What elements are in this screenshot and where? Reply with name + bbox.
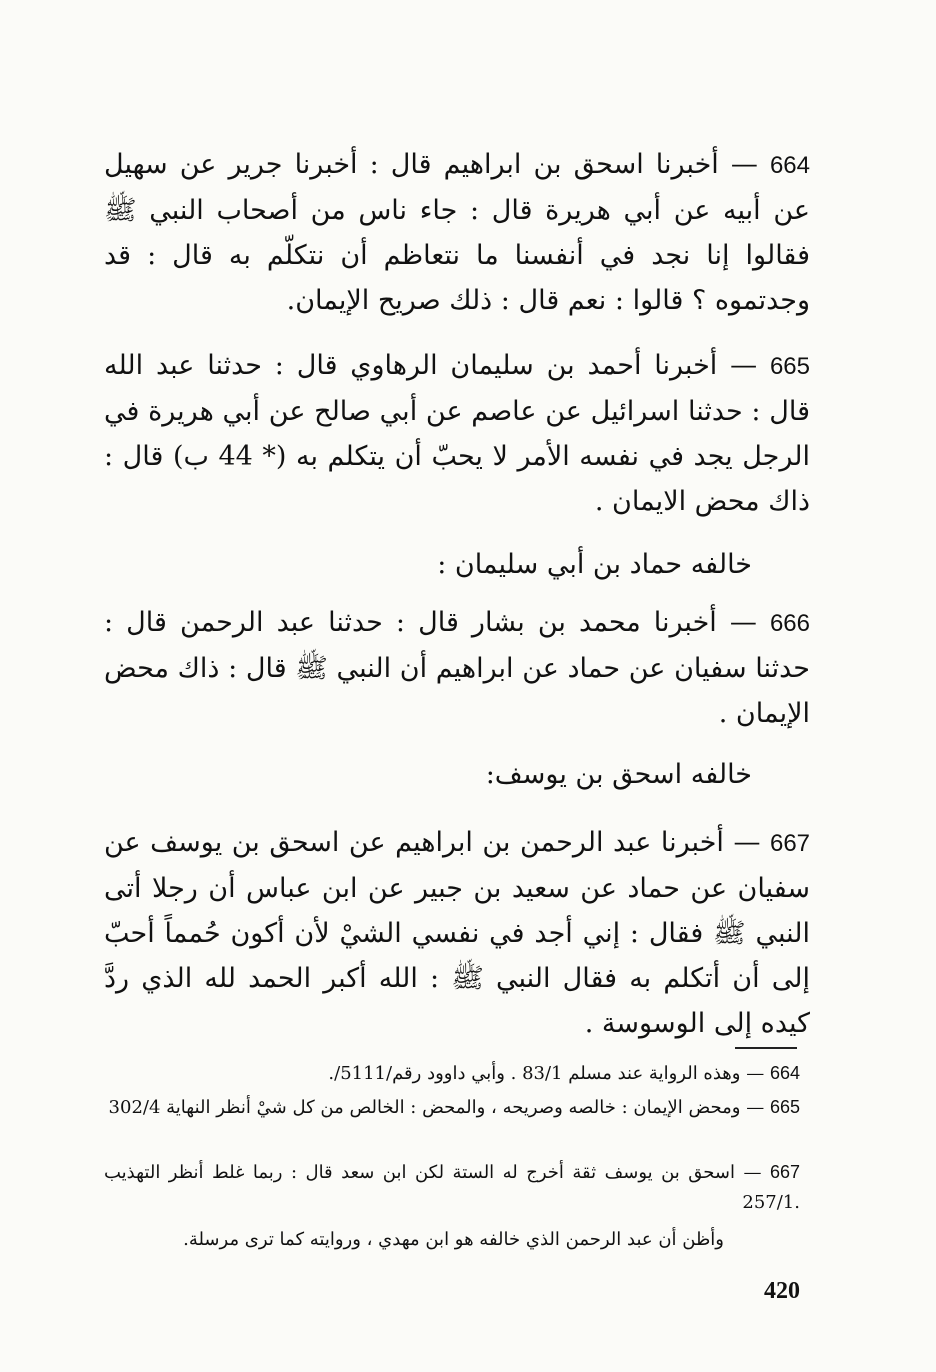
footnote-dash: — [746,1097,765,1118]
footnote-667 [104,1157,800,1218]
hadith-666 [104,600,810,736]
hadith-number: 665 [769,353,810,380]
footnote-dash: — [743,1162,762,1183]
hadith-667 [104,820,810,1046]
footnote-665 [104,1092,800,1123]
hadith-text: أخبرنا عبد الرحمن بن ابراهيم عن اسحق بن يوسف عن سفيان عن حماد عن سعيد بن جبير عن ابن عباس أن رجلا أتى النبي ﷺ فقال : إني أجد في نفسي الشيْ لأن أكون حُمماً أحبّ إلى أن أتكلم به فقال النبي ﷺ : الله أكبر الحمد لله الذي ردَّ كيده إلى الوسوسة . [104,827,810,1039]
hadith-dash: — [730,149,758,180]
footnote-text: اسحق بن يوسف ثقة أخرج له الستة لكن ابن سعد قال : ربما غلط أنظر التهذيب .257/1 [104,1162,800,1213]
hadith-text: أخبرنا محمد بن بشار قال : حدثنا عبد الرحمن قال : حدثنا سفيان عن حماد عن ابراهيم أن النبي ﷺ قال : ذاك محض الإيمان . [104,607,810,729]
hadith-dash: — [733,827,761,858]
hadith-dash: — [729,607,757,638]
footnote-number: 665 [769,1097,800,1117]
footnote-number: 664 [769,1063,800,1083]
hadith-number: 664 [769,152,810,179]
footnote-number: 667 [769,1162,800,1182]
hadith-number: 666 [769,610,810,637]
footnote-664 [104,1058,800,1089]
page-number: 420 [764,1278,800,1304]
hadith-text: أخبرنا اسحق بن ابراهيم قال : أخبرنا جرير عن سهيل عن أبيه عن أبي هريرة قال : جاء ناس من أصحاب النبي ﷺ فقالوا إنا نجد في أنفسنا ما نتعاظم أن نتكلّم به قال : قد وجدتموه ؟ قالوا : نعم قال : ذلك صريح الإيمان. [104,149,810,316]
footnote-text: وأظن أن عبد الرحمن الذي خالفه هو ابن مهدي ، وروايته كما ترى مرسلة. [183,1229,724,1250]
footnote-dash: — [746,1063,765,1084]
footnote-continuation [104,1225,724,1255]
footnote-divider [735,1047,797,1049]
hadith-665 [104,343,810,524]
footnote-text: ومحض الإيمان : خالصه وصريحه ، والمحض : الخالص من كل شيْ أنظر النهاية 302/4 [108,1097,741,1118]
footnote-text: وهذه الرواية عند مسلم 83/1 . وأبي داوود رقم/5111/. [328,1063,741,1084]
subheading-hammad: خالفه حماد بن أبي سليمان : [437,549,752,580]
subheading-ishaq: خالفه اسحق بن يوسف: [485,759,752,790]
hadith-number: 667 [769,830,811,857]
hadith-664 [104,142,810,323]
hadith-text: أخبرنا أحمد بن سليمان الرهاوي قال : حدثنا عبد الله قال : حدثنا اسرائيل عن عاصم عن أبي صالح عن أبي هريرة في الرجل يجد في نفسه الأمر لا يحبّ أن يتكلم به (* 44 ب) قال : ذاك محض الايمان . [104,350,810,517]
hadith-dash: — [730,350,758,381]
